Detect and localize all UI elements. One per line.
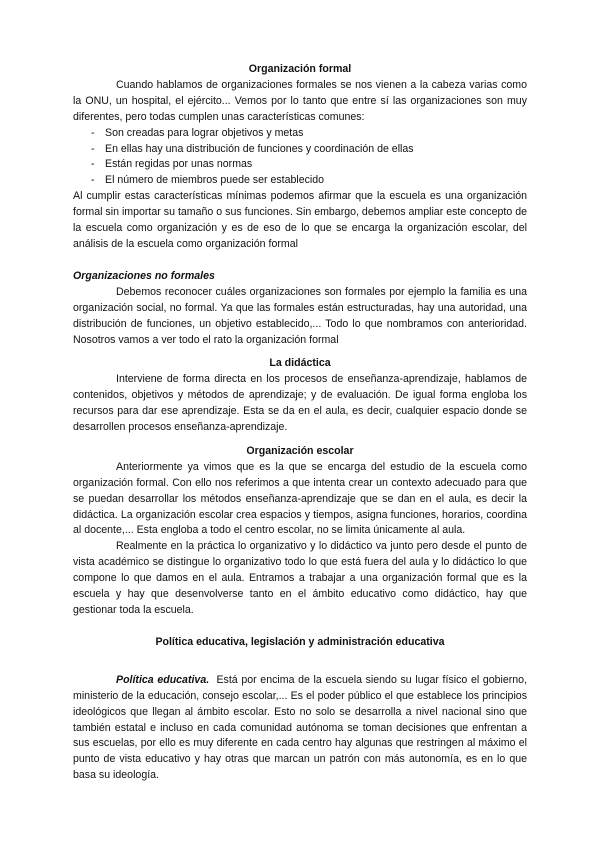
paragraph-politica-educativa bbox=[73, 673, 527, 784]
document-page bbox=[73, 62, 527, 784]
heading-organizaciones-no-formales: Organizaciones no formales bbox=[73, 269, 215, 282]
paragraph-organizacion-escolar-1: Anteriormente ya vimos que es la que se encarga del estudio de la escuela como organización formal. Con ello nos referimos a que intenta crear un contexto adecuado para que se puedan desarrollar los métodos enseñanza-aprendizaje que se dan en el aula, es decir la didáctica. La organización escolar crea espacios y tiempos, asigna funciones, horarios, coordina al docente,... Esta engloba a todo el centro escolar, no se limita únicamente al aula. bbox=[73, 460, 527, 537]
paragraph-organizaciones-no-formales: Debemos reconocer cuáles organizaciones son formales por ejemplo la familia es una organización social, no formal. Ya que las formales están estructuradas, hay una autoridad, una distribución de funciones, un objetivo establecido,... Todo lo que nombramos con anterioridad. Nosotros vamos a ver todo el rato la organización formal bbox=[73, 285, 527, 346]
heading-organizacion-formal: Organización formal bbox=[248, 63, 352, 75]
characteristics-list bbox=[73, 126, 527, 190]
list-item: - Están regidas por unas normas bbox=[73, 157, 527, 173]
paragraph-organizacion-escolar-2: Realmente en la práctica lo organizativo y lo didáctico va junto pero desde el punto de vista académico se distingue lo organizativo todo lo que está fuera del aula y lo didáctico lo que compone lo que damos en el aula. Entramos a trabajar a una organización formal que es la escuela y hay que desenvolverse tanto en el ámbito educativo como didáctico, hay que gestionar toda la escuela. bbox=[73, 540, 527, 616]
list-item: - Son creadas para lograr objetivos y metas bbox=[73, 126, 527, 142]
heading-politica-educativa: Política educativa, legislación y administración educativa bbox=[155, 635, 445, 648]
list-item: - En ellas hay una distribución de funciones y coordinación de ellas bbox=[73, 142, 527, 158]
heading-la-didactica: La didáctica bbox=[269, 357, 331, 370]
list-item: - El número de miembros puede ser establecido bbox=[73, 173, 527, 189]
paragraph-la-didactica: Interviene de forma directa en los procesos de enseñanza-aprendizaje, hablamos de contenidos, objetivos y métodos de aprendizaje; y de evaluación. De igual forma engloba los recursos para dar ese aprendizaje. Esta se da en el aula, es decir, cualquier espacio donde se desarrollen procesos enseñanza-aprendizaje. bbox=[73, 373, 527, 434]
heading-organizacion-escolar: Organización escolar bbox=[246, 444, 354, 457]
paragraph-organizacion-formal-intro: Cuando hablamos de organizaciones formales se nos vienen a la cabeza varias como la ONU, un hospital, el ejército... Vemos por lo tanto que entre sí las organizaciones son muy diferentes, pero todas cumplen unas características comunes: bbox=[73, 78, 527, 123]
politica-educativa-body: Está por encima de la escuela siendo su lugar físico el gobierno, ministerio de la educación, consejo escolar,... Es el poder público el que establece los principios ideológicos que llegan al ámbito escolar. Esto no solo se desarrolla a nivel nacional sino que también estatal e incluso en cada comunidad autónoma se toman decisiones que enfrentan a sus escuelas, por ello es muy diferente en cada centro hay algunas que restringen al máximo el punto de vista educativo y hay otras que marcan un patrón con más autonomía, es en lo que basa su ideología. bbox=[73, 673, 528, 782]
paragraph-organizacion-formal-conclusion: Al cumplir estas características mínimas podemos afirmar que la escuela es una organización formal sin importar su tamaño o sus funciones. Sin embargo, debemos ampliar este concepto de la escuela como organización y es de eso de lo que se encarga la organización escolar, del análisis de la escuela como organización formal bbox=[73, 190, 527, 250]
runin-politica-educativa: Política educativa. bbox=[116, 673, 210, 686]
